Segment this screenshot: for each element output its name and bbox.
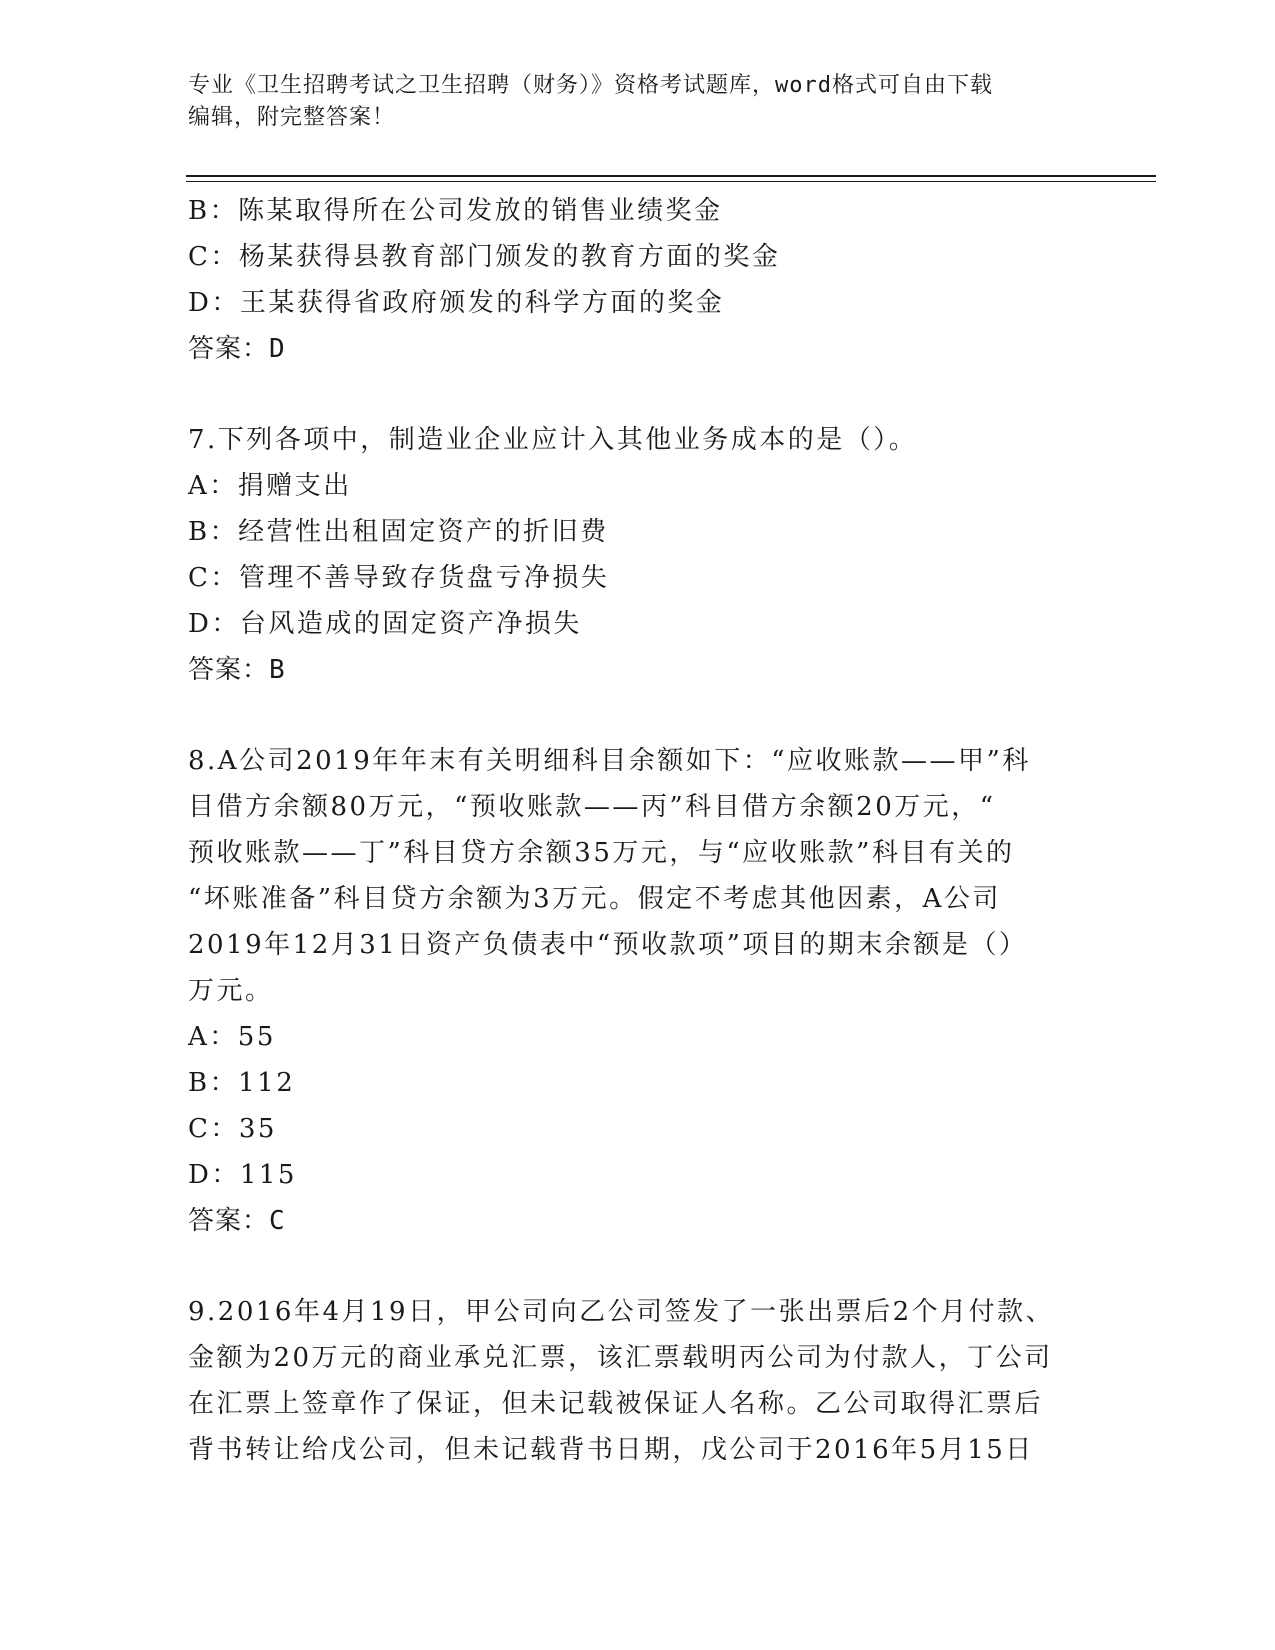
q8-option-c: C：35	[188, 1114, 277, 1144]
q7-option-c: C：管理不善导致存货盘亏净损失	[188, 563, 610, 593]
q7-answer: 答案：B	[188, 655, 286, 685]
q8-stem-line: 8.A公司2019年年末有关明细科目余额如下：“应收账款——甲”科	[188, 746, 1031, 776]
q9-stem-line: 金额为20万元的商业承兑汇票，该汇票载明丙公司为付款人，丁公司	[188, 1343, 1053, 1373]
q9-stem-line: 在汇票上签章作了保证，但未记载被保证人名称。乙公司取得汇票后	[188, 1389, 1044, 1419]
question-9	[188, 1289, 1078, 1473]
q8-option-d: D：115	[188, 1160, 297, 1190]
q8-option-a: A：55	[188, 1022, 276, 1052]
header-line-1: 专业《卫生招聘考试之卫生招聘（财务）》资格考试题库，word格式可自由下载	[188, 73, 993, 98]
q8-answer: 答案：C	[188, 1206, 286, 1236]
header-line-2: 编辑，附完整答案！	[188, 105, 396, 130]
q7-stem: 7.下列各项中，制造业企业应计入其他业务成本的是（）。	[188, 425, 918, 455]
q8-stem-line: 万元。	[188, 976, 274, 1006]
q8-stem-line: 预收账款——丁”科目贷方余额35万元，与“应收账款”科目有关的	[188, 838, 1015, 868]
q8-option-b: B：112	[188, 1068, 296, 1098]
q6-option-b: B：陈某取得所在公司发放的销售业绩奖金	[188, 196, 723, 226]
question-8	[188, 738, 1078, 1244]
question-6	[188, 188, 1078, 372]
q7-option-b: B：经营性出租固定资产的折旧费	[188, 517, 609, 547]
document-body	[188, 188, 1078, 1473]
q7-option-d: D：台风造成的固定资产净损失	[188, 609, 582, 639]
q9-stem-line: 背书转让给戊公司，但未记载背书日期，戊公司于2016年5月15日	[188, 1435, 1034, 1465]
q8-stem-line: 目借方余额80万元，“预收账款——丙”科目借方余额20万元，“	[188, 792, 996, 822]
document-header	[188, 70, 1088, 134]
spacer	[188, 693, 1078, 738]
q6-option-d: D：王某获得省政府颁发的科学方面的奖金	[188, 288, 725, 318]
spacer	[188, 1244, 1078, 1289]
spacer	[188, 372, 1078, 417]
q6-option-c: C：杨某获得县教育部门颁发的教育方面的奖金	[188, 242, 781, 272]
header-divider-thick	[186, 175, 1156, 177]
q9-stem-line: 9.2016年4月19日，甲公司向乙公司签发了一张出票后2个月付款、	[188, 1297, 1055, 1327]
question-7	[188, 417, 1078, 693]
q8-stem-line: 2019年12月31日资产负债表中“预收款项”项目的期末余额是（）	[188, 930, 1028, 960]
q8-stem-line: “坏账准备”科目贷方余额为3万元。假定不考虑其他因素，A公司	[188, 884, 1001, 914]
q6-answer: 答案：D	[188, 334, 286, 364]
header-divider-thin	[186, 181, 1156, 182]
q7-option-a: A：捐赠支出	[188, 471, 352, 501]
